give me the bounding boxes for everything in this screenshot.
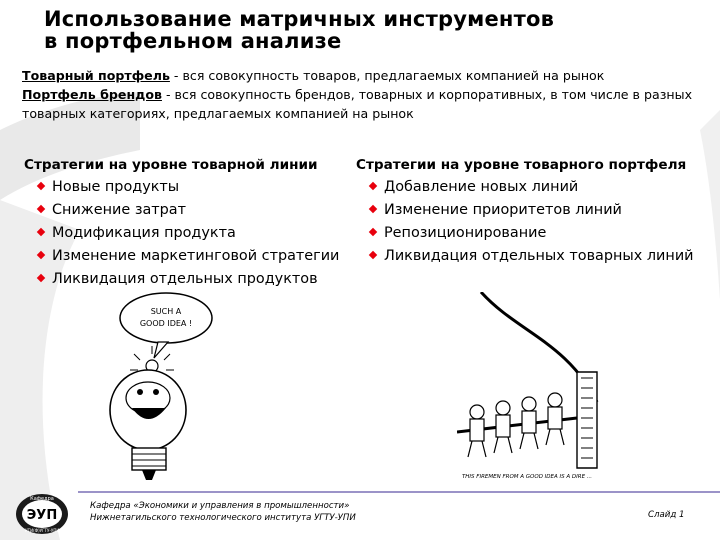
logo-top-text: Кафедра <box>30 496 54 502</box>
list-item-label: Добавление новых линий <box>384 179 579 195</box>
column-heading: Стратегии на уровне товарного портфеля <box>356 157 687 173</box>
strategy-list <box>24 178 344 288</box>
diamond-bullet-icon <box>37 205 45 213</box>
logo-main-text: ЭУП <box>26 508 58 523</box>
list-item-label: Модификация продукта <box>52 225 236 241</box>
footer-text <box>90 500 356 524</box>
lightbulb-cartoon <box>88 290 234 486</box>
list-item <box>38 247 344 265</box>
footer-line-2: Нижнетагильского технологического института УГТУ-УПИ <box>90 513 356 523</box>
definition-term: Товарный портфель <box>22 68 170 83</box>
list-item-label: Снижение затрат <box>52 202 187 218</box>
list-item-label: Изменение приоритетов линий <box>384 202 622 218</box>
list-item <box>370 201 696 219</box>
list-item <box>38 178 344 196</box>
speech-line-1: SUCH A <box>150 307 182 316</box>
product-line-strategies <box>24 156 344 293</box>
diamond-bullet-icon <box>37 228 45 236</box>
diamond-bullet-icon <box>369 182 377 190</box>
list-item-label: Ликвидация отдельных продуктов <box>52 271 318 287</box>
list-item <box>370 224 696 242</box>
diamond-bullet-icon <box>37 182 45 190</box>
firemen-cartoon <box>457 292 607 488</box>
firemen-illustration <box>457 292 607 488</box>
diamond-bullet-icon <box>369 205 377 213</box>
list-item <box>370 178 696 196</box>
portfolio-strategies <box>356 156 696 270</box>
column-heading: Стратегии на уровне товарной линии <box>24 157 318 173</box>
list-item <box>38 201 344 219</box>
list-item-label: Ликвидация отдельных товарных линий <box>384 248 694 264</box>
department-logo <box>14 492 70 536</box>
footer-line-1: Кафедра «Экономики и управления в промышленности» <box>90 501 350 511</box>
footer-divider <box>78 491 720 493</box>
slide-number: Слайд 1 <box>648 510 685 520</box>
strategy-list <box>356 178 696 265</box>
cartoon-caption: THIS FIREMEN FROM A GOOD IDEA IS A DIRE ... <box>461 474 593 480</box>
list-item <box>370 247 696 265</box>
diamond-bullet-icon <box>369 228 377 236</box>
lightbulb-illustration <box>88 290 234 486</box>
diamond-bullet-icon <box>37 274 45 282</box>
definition-term: Портфель брендов <box>22 87 162 102</box>
list-item-label: Репозиционирование <box>384 225 547 241</box>
logo-bottom-text: НТИ(Ф)УГТУ-УПИ <box>24 528 60 533</box>
speech-line-2: GOOD IDEA ! <box>139 319 193 328</box>
list-item-label: Изменение маркетинговой стратегии <box>52 248 340 264</box>
definition-brand-portfolio <box>22 85 702 123</box>
diamond-bullet-icon <box>37 251 45 259</box>
definitions-block <box>22 66 702 123</box>
definition-text: - вся совокупность товаров, предлагаемых компанией на рынок <box>169 68 605 83</box>
page-title <box>44 8 554 52</box>
diamond-bullet-icon <box>369 251 377 259</box>
title-line-2: в портфельном анализе <box>44 29 342 53</box>
definition-text: - вся совокупность брендов, товарных и корпоративных, в том числе в разных товарных категориях, предлагаемых компанией на рынок <box>22 87 693 121</box>
list-item-label: Новые продукты <box>52 179 180 195</box>
title-line-1: Использование матричных инструментов <box>44 7 555 31</box>
definition-product-portfolio <box>22 66 702 85</box>
list-item <box>38 270 344 288</box>
list-item <box>38 224 344 242</box>
